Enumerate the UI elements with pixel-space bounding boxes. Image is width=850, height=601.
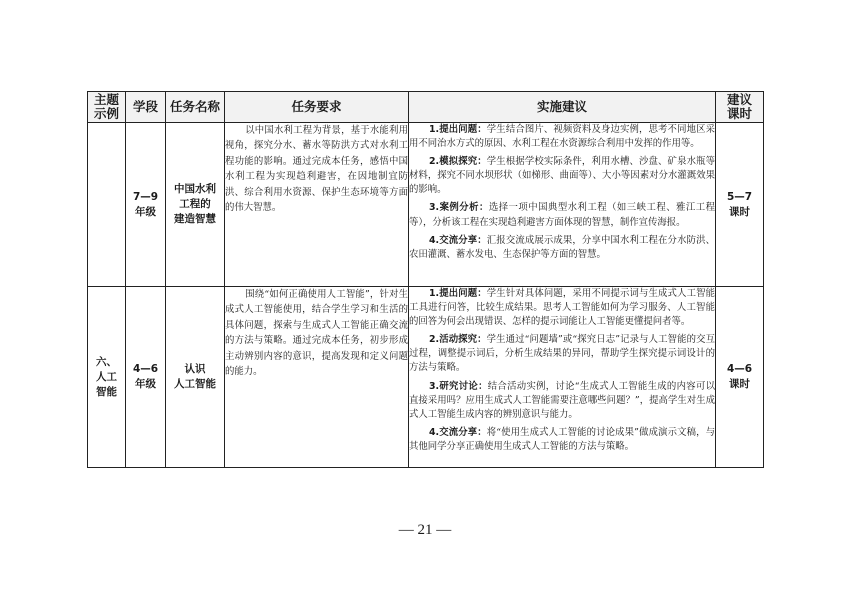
- task-requirement-cell: 围绕“如何正确使用人工智能”，针对生成式人工智能使用，结合学生学习和生活的具体问题，探索与生成式人工智能正确交流的方法与策略。通过完成本任务，初步形成主动辨别内容的意识，提高发现和定义问题的能力。: [225, 287, 409, 468]
- suggestion-item: 4.交流分享：将“使用生成式人工智能的讨论成果”做成演示文稿，与其他同学分享正确使用生成式人工智能的方法与策略。: [409, 426, 715, 452]
- header-task-name: 任务名称: [166, 92, 225, 123]
- stage-cell: 7—9 年级: [126, 123, 166, 287]
- suggestion-item: 3.案例分析：选择一项中国典型水利工程（如三峡工程、雅江工程等），分析该工程在实现趋利避害方面体现的智慧，制作宣传海报。: [409, 202, 715, 228]
- curriculum-table: [87, 91, 764, 468]
- task-requirement-cell: 以中国水利工程为背景，基于水能利用视角，探究分水、蓄水等防洪方式对水利工程功能的影响。通过完成本任务，感悟中国水利工程为实现趋利避害，在因地制宜防洪、综合利用水资源、保护生态环境等方面的伟大智慧。: [225, 123, 409, 287]
- suggestion-title: 4.交流分享：: [429, 426, 487, 438]
- header-task-requirement: 任务要求: [225, 92, 409, 123]
- suggestion-cell: [409, 287, 716, 468]
- suggestion-item: 2.活动探究：学生通过“问题墙”或“探究日志”记录与人工智能的交互过程，调整提示词后，分析生成结果的异同，帮助学生探究提示词设计的方法与策略。: [409, 334, 715, 374]
- suggestion-title: 3.案例分析：: [429, 202, 489, 214]
- task-name-cell: 认识 人工智能: [166, 287, 225, 468]
- suggestion-item: 1.提出问题：学生结合图片、视频资料及身边实例，思考不同地区采用不同治水方式的原因、水利工程在水资源综合利用中发挥的作用等。: [409, 124, 715, 150]
- suggestion-title: 4.交流分享：: [429, 234, 487, 246]
- suggestion-item: 2.模拟探究：学生根据学校实际条件，利用水槽、沙盘、矿泉水瓶等材料，探究不同水坝形状（如梯形、曲面等）、大小等因素对分水灌溉效果的影响。: [409, 156, 715, 196]
- hours-cell: 5—7 课时: [716, 123, 764, 287]
- theme-cell: [88, 123, 126, 287]
- header-theme: 主题 示例: [88, 92, 126, 123]
- stage-cell: 4—6 年级: [126, 287, 166, 468]
- suggestion-title: 1.提出问题：: [429, 124, 487, 135]
- suggestion-title: 2.模拟探究：: [429, 156, 487, 168]
- suggestion-item: 1.提出问题：学生针对具体问题，采用不同提示词与生成式人工智能工具进行问答，比较生成结果。思考人工智能如何为学习服务、人工智能的回答为何会出现错误、怎样的提示词能让人工智能更懂提问者等。: [409, 288, 715, 328]
- page-number: — 21 —: [398, 522, 452, 538]
- suggestion-title: 3.研究讨论：: [429, 380, 488, 392]
- suggestion-item: 4.交流分享：汇报交流成展示成果，分享中国水利工程在分水防洪、农田灌溉、蓄水发电、生态保护等方面的智慧。: [409, 234, 715, 260]
- suggestion-title: 2.活动探究：: [429, 334, 487, 346]
- suggestion-item: 3.研究讨论：结合活动实例，讨论“生成式人工智能生成的内容可以直接采用吗？应用生成式人工智能需要注意哪些问题？”，提高学生对生成式人工智能生成内容的辨别意识与能力。: [409, 380, 715, 420]
- hours-cell: 4—6 课时: [716, 287, 764, 468]
- table-row: [88, 287, 764, 468]
- theme-cell: 六、 人工 智能: [88, 287, 126, 468]
- suggestion-cell: [409, 123, 716, 287]
- task-name-cell: 中国水利 工程的 建造智慧: [166, 123, 225, 287]
- header-hours: 建议 课时: [716, 92, 764, 123]
- header-suggestion: 实施建议: [409, 92, 716, 123]
- suggestion-title: 1.提出问题：: [429, 288, 487, 299]
- table-header-row: [88, 92, 764, 123]
- table-row: [88, 123, 764, 287]
- header-stage: 学段: [126, 92, 166, 123]
